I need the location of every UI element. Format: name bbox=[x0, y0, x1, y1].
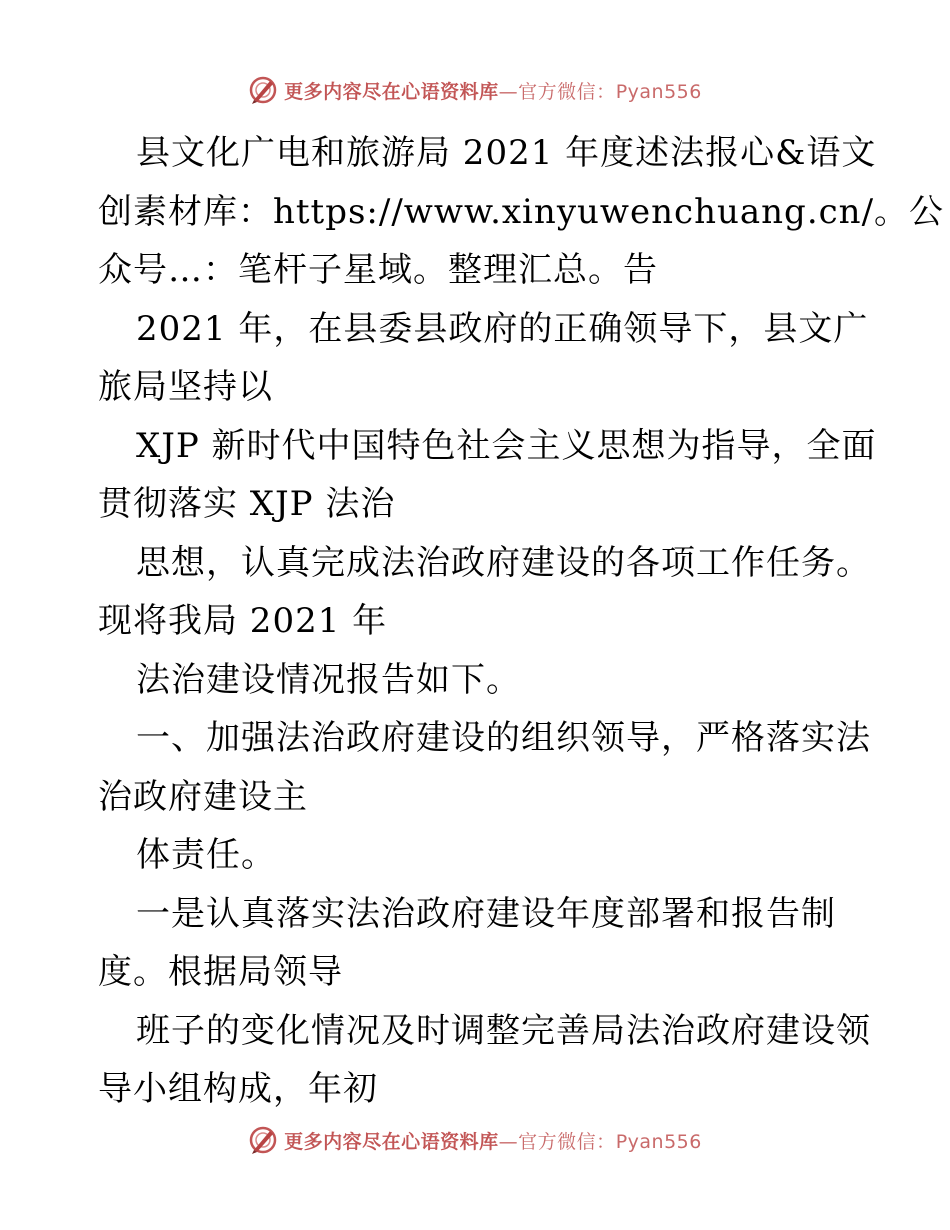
text-line: 现将我局 2021 年 bbox=[98, 601, 388, 641]
text-line: 体责任。 bbox=[136, 835, 276, 875]
watermark-separator: — bbox=[498, 1130, 519, 1153]
text-line: 班子的变化情况及时调整完善局法治政府建设领 bbox=[136, 1010, 871, 1051]
text-line: 县文化广电和旅游局 2021 年度述法报心&语文 bbox=[136, 133, 877, 173]
footer-watermark bbox=[0, 1122, 950, 1158]
pen-seal-icon bbox=[248, 1125, 278, 1155]
text-line: 众号…：笔杆子星域。整理汇总。告 bbox=[98, 250, 658, 290]
watermark-official-label: 官方微信： bbox=[518, 1130, 616, 1153]
text-line: 法治建设情况报告如下。 bbox=[136, 659, 521, 700]
text-line: 度。根据局领导 bbox=[98, 952, 343, 992]
watermark-separator: — bbox=[498, 80, 519, 103]
text-line: 创素材库：https://www.xinyuwenchuang.cn/。公 bbox=[98, 191, 945, 232]
watermark-official-label: 官方微信： bbox=[518, 80, 616, 103]
text-line: 治政府建设主 bbox=[98, 776, 308, 817]
watermark-text bbox=[284, 1127, 702, 1154]
watermark-main-text: 更多内容尽在心语资料库 bbox=[284, 80, 499, 103]
text-line: 一是认真落实法治政府建设年度部署和报告制 bbox=[136, 893, 836, 934]
text-line: 一、加强法治政府建设的组织领导，严格落实法 bbox=[136, 718, 871, 758]
text-line: 思想，认真完成法治政府建设的各项工作任务。 bbox=[136, 542, 871, 583]
text-line: 2021 年，在县委县政府的正确领导下，县文广 bbox=[136, 308, 869, 349]
text-line: 导小组构成，年初 bbox=[98, 1069, 378, 1109]
pen-seal-icon bbox=[248, 75, 278, 105]
watermark-main-text: 更多内容尽在心语资料库 bbox=[284, 1130, 499, 1153]
document-body bbox=[98, 124, 945, 1119]
watermark-id: Pyan556 bbox=[615, 1130, 702, 1153]
watermark-id: Pyan556 bbox=[615, 80, 702, 103]
text-line: 旅局坚持以 bbox=[98, 367, 273, 407]
text-line: 贯彻落实 XJP 法治 bbox=[98, 484, 396, 524]
header-watermark bbox=[0, 72, 950, 108]
text-line: XJP 新时代中国特色社会主义思想为指导，全面 bbox=[136, 425, 877, 466]
watermark-text bbox=[284, 77, 702, 104]
